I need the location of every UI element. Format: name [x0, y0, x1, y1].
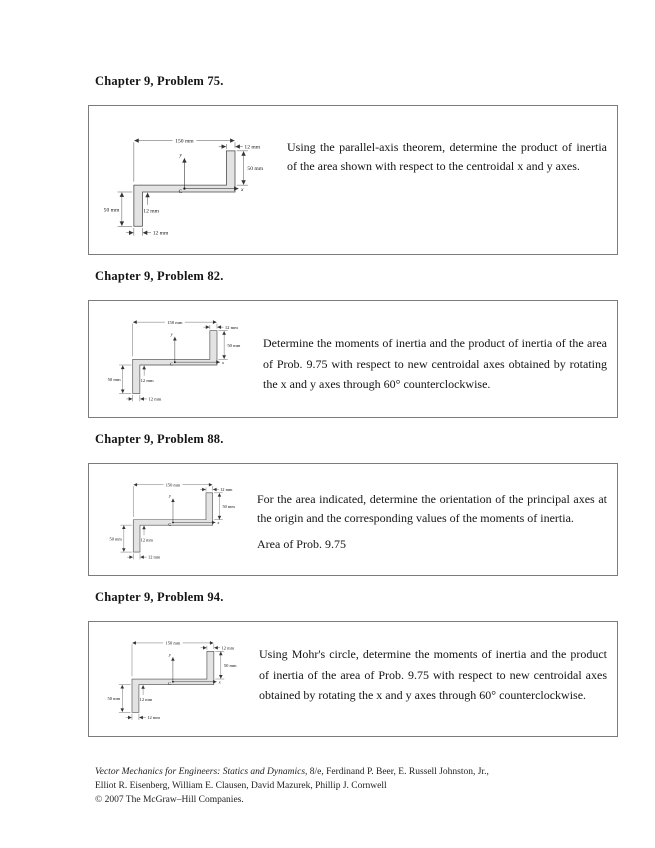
- problem-text-column: [257, 472, 607, 552]
- dim-label-left-stem-width: 12 mm: [152, 230, 169, 237]
- y-axis-label: y: [170, 332, 173, 338]
- problem-box: [88, 300, 618, 418]
- problem-heading: Chapter 9, Problem 75.: [95, 74, 224, 88]
- dim-label-top-width: 150 mm: [175, 138, 194, 145]
- problem-statement: Determine the moments of inertia and the product of inertia of the area of Prob. 9.75 with respect to new centroidal axes obtained by rotating the x and y axes through 60° counterclockwise.: [263, 336, 607, 392]
- dim-label-right-height: 50 mm: [223, 663, 237, 669]
- problem-note: Area of Prob. 9.75: [257, 537, 346, 552]
- x-axis-label: x: [221, 360, 225, 366]
- dim-label-left-height: 50 mm: [107, 696, 121, 702]
- y-axis-label: y: [169, 493, 171, 499]
- problem-text-column: [263, 309, 607, 405]
- footer-line-1: [95, 766, 565, 780]
- dim-label-flange-thickness: 12 mm: [140, 379, 154, 385]
- dim-label-left-stem-width: 12 mm: [147, 715, 160, 721]
- cross-section-figure: [103, 132, 271, 245]
- x-axis-label: x: [218, 679, 221, 685]
- centroid-dot: [174, 361, 176, 363]
- z-section-diagram: [107, 636, 243, 728]
- problem-statement: Using Mohr's circle, determine the moments of inertia and the product of inertia of the area of Prob. 9.75 with respect to new centroidal axes obtained by rotating the x and y axes through 60° counterclockwise.: [259, 647, 607, 703]
- dim-label-right-height: 50 mm: [222, 504, 235, 510]
- problem-text-column: [259, 630, 607, 716]
- dim-label-right-stem-width: 12 mm: [224, 325, 238, 331]
- y-axis-label: y: [179, 152, 182, 159]
- cross-section-figure: [107, 315, 247, 409]
- z-section-diagram: [103, 132, 271, 245]
- dim-label-top-width: 150 mm: [165, 640, 181, 646]
- book-title: Vector Mechanics for Engineers: Statics and Dynamics: [95, 767, 306, 777]
- centroid-label: C: [178, 188, 183, 195]
- copyright-footer: [95, 766, 565, 807]
- centroid-label: C: [168, 522, 172, 528]
- problem-section: [88, 74, 618, 255]
- problem-text-column: [287, 114, 607, 185]
- dim-label-right-height: 50 mm: [227, 343, 241, 349]
- dim-label-flange-thickness: 12 mm: [143, 208, 159, 215]
- problem-section: [88, 590, 618, 737]
- dim-label-right-stem-width: 12 mm: [221, 645, 235, 651]
- z-section-diagram: [107, 315, 247, 409]
- z-section-diagram: [109, 478, 241, 567]
- problem-box: [88, 105, 618, 255]
- dim-label-left-stem-width: 12 mm: [148, 554, 161, 560]
- problem-heading: Chapter 9, Problem 94.: [95, 590, 224, 605]
- dim-label-left-height: 50 mm: [107, 378, 121, 384]
- centroid-dot: [172, 522, 174, 524]
- centroid-dot: [183, 187, 185, 189]
- centroid-dot: [172, 681, 174, 683]
- dim-label-flange-thickness: 12 mm: [140, 537, 153, 543]
- dim-label-top-width: 150 mm: [165, 482, 181, 488]
- problem-statement: Using the parallel-axis theorem, determine the product of inertia of the area shown with respect to the centroidal x and y axes.: [287, 140, 607, 173]
- centroid-label: C: [168, 681, 172, 687]
- footer-line-3: © 2007 The McGraw–Hill Companies.: [95, 794, 244, 805]
- x-axis-label: x: [240, 186, 244, 193]
- problem-heading: Chapter 9, Problem 82.: [95, 269, 224, 283]
- problem-section: [88, 432, 618, 576]
- dim-label-left-height: 50 mm: [109, 536, 122, 542]
- centroid-label: C: [169, 362, 174, 368]
- cross-section-figure: [109, 478, 241, 567]
- problem-section: [88, 269, 618, 418]
- problem-statement: For the area indicated, determine the orientation of the principal axes at the origin and the corresponding values of the moments of inertia.: [257, 492, 607, 525]
- page-content: [88, 74, 618, 751]
- x-axis-label: x: [217, 520, 220, 526]
- dim-label-flange-thickness: 12 mm: [139, 697, 153, 703]
- cross-section-figure: [107, 636, 243, 728]
- problem-box: [88, 463, 618, 576]
- dim-label-left-stem-width: 12 mm: [148, 397, 162, 403]
- dim-label-top-width: 150 mm: [167, 320, 183, 326]
- footer-line-2: Elliot R. Eisenberg, William E. Clausen, David Mazurek, Phillip J. Cornwell: [95, 780, 387, 791]
- footer-authors-part1: , 8/e, Ferdinand P. Beer, E. Russell Johnston, Jr.,: [305, 767, 489, 777]
- dim-label-right-height: 50 mm: [247, 166, 264, 173]
- problem-box: [88, 621, 618, 737]
- problem-heading: Chapter 9, Problem 88.: [95, 432, 224, 447]
- dim-label-right-stem-width: 12 mm: [220, 487, 233, 493]
- dim-label-left-height: 50 mm: [103, 207, 120, 214]
- dim-label-right-stem-width: 12 mm: [244, 144, 261, 151]
- y-axis-label: y: [168, 651, 171, 657]
